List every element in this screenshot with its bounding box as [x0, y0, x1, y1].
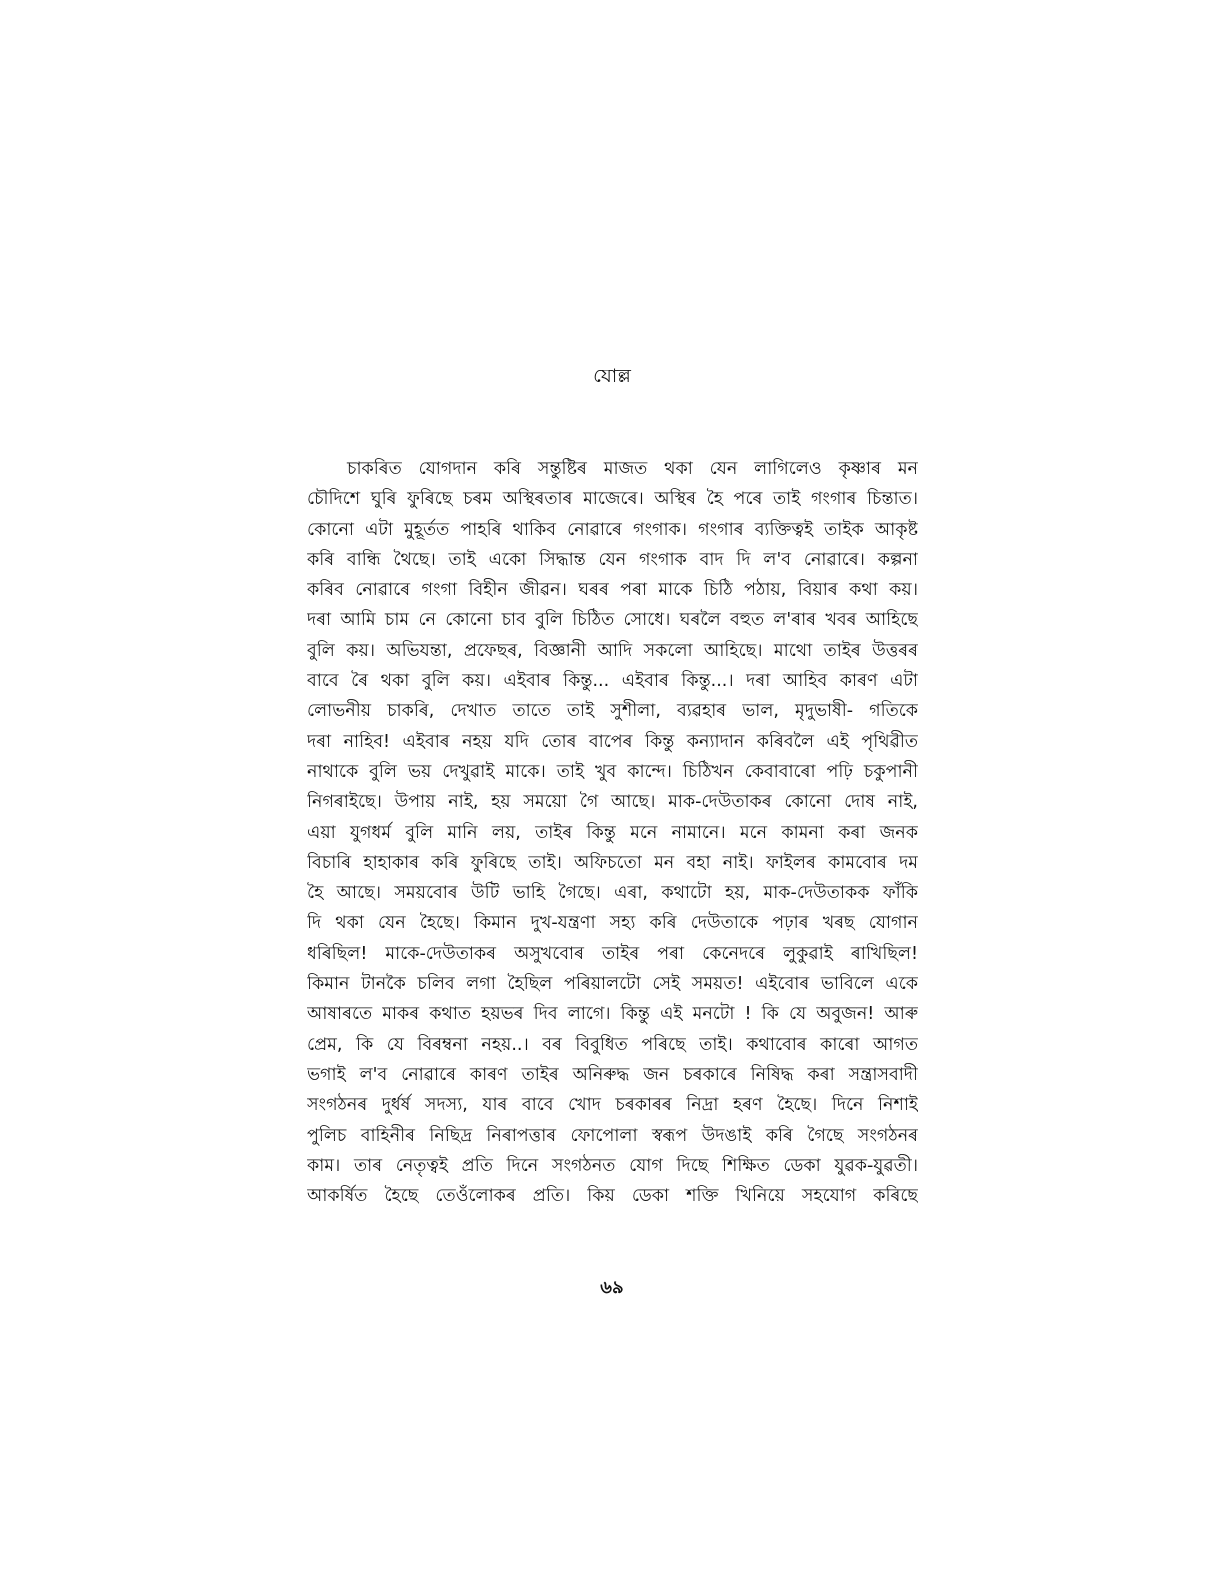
- text-line: লোভনীয় চাকৰি, দেখাত তাতে তাই সুশীলা, ব্যৱহাৰ ভাল, মৃদুভাষী- গতিকে: [307, 701, 918, 722]
- text-line: বুলি কয়। অভিযন্তা, প্ৰফেছৰ, বিজ্ঞানী আদি সকলো আহিছে। মাথো তাইৰ উত্তৰৰ: [307, 640, 918, 661]
- text-line: কোনো এটা মুহূৰ্তত পাহৰি থাকিব নোৱাৰে গংগাক। গংগাৰ ব্যক্তিত্বই তাইক আকৃষ্ট: [307, 519, 918, 540]
- text-line: আকৰ্ষিত হৈছে তেওঁলোকৰ প্ৰতি। কিয় ডেকা শক্তি খিনিয়ে সহযোগ কৰিছে: [307, 1186, 918, 1207]
- text-line: আষাৰতে মাকৰ কথাত হয়ভৰ দিব লাগে। কিন্তু এই মনটো ! কি যে অবুজন! আৰু: [307, 1004, 918, 1025]
- text-line: কৰিব নোৱাৰে গংগা বিহীন জীৱন। ঘৰৰ পৰা মাকে চিঠি পঠায়, বিয়াৰ কথা কয়।: [307, 580, 918, 601]
- page-number: ৬৯: [600, 1277, 624, 1298]
- text-line: এয়া যুগধৰ্ম বুলি মানি লয়, তাইৰ কিন্তু মনে নামানে। মনে কামনা কৰা জনক: [307, 822, 918, 843]
- text-line: বাবে ৰৈ থকা বুলি কয়। এইবাৰ কিন্তু... এইবাৰ কিন্তু...। দৰা আহিব কাৰণ এটা: [307, 671, 918, 692]
- text-line: কিমান টানকৈ চলিব লগা হৈছিল পৰিয়ালটো সেই সময়ত! এইবোৰ ভাবিলে একে: [307, 974, 918, 995]
- text-line: চাকৰিত যোগদান কৰি সন্তুষ্টিৰ মাজত থকা যেন লাগিলেও কৃষ্ণাৰ মন: [347, 459, 918, 479]
- text-line: সংগঠনৰ দুৰ্ধৰ্ষ সদস্য, যাৰ বাবে খোদ চৰকাৰৰ নিদ্ৰা হৰণ হৈছে। দিনে নিশাই: [307, 1095, 918, 1116]
- chapter-title: যোল্ল: [593, 365, 631, 387]
- text-line: ধৰিছিল! মাকে-দেউতাকৰ অসুখবোৰ তাইৰ পৰা কেনেদৰে লুকুৱাই ৰাখিছিল!: [307, 943, 918, 964]
- text-line: দৰা নাহিব! এইবাৰ নহয় যদি তোৰ বাপেৰ কিন্তু কন্যাদান কৰিবলৈ এই পৃথিৱীত: [307, 731, 918, 752]
- text-line: হৈ আছে। সময়বোৰ উটি ভাহি গৈছে। এৰা, কথাটো হয়, মাক-দেউতাকক ফাঁকি: [307, 883, 918, 904]
- body-text: [307, 454, 918, 1211]
- text-line: কাম। তাৰ নেতৃত্বই প্ৰতি দিনে সংগঠনত যোগ দিছে শিক্ষিত ডেকা যুৱক-যুৱতী।: [307, 1155, 918, 1176]
- text-line: পুলিচ বাহিনীৰ নিছিদ্ৰ নিৰাপত্তাৰ ফোপোলা স্বৰূপ উদঙাই কৰি গৈছে সংগঠনৰ: [307, 1125, 918, 1146]
- text-line: প্ৰেম, কি যে বিৰম্বনা নহয়..। বৰ বিবুধিত পৰিছে তাই। কথাবোৰ কাৰো আগত: [307, 1034, 918, 1055]
- text-line: দৰা আমি চাম নে কোনো চাব বুলি চিঠিত সোধে। ঘৰলৈ বহুত ল'ৰাৰ খবৰ আহিছে: [307, 610, 918, 631]
- text-line: নিগৰাইছে। উপায় নাই, হয় সময়ো গৈ আছে। মাক-দেউতাকৰ কোনো দোষ নাই,: [307, 792, 918, 813]
- text-line: চৌদিশে ঘুৰি ফুৰিছে চৰম অস্থিৰতাৰ মাজেৰে। অস্থিৰ হৈ পৰে তাই গংগাৰ চিন্তাত।: [307, 489, 918, 510]
- text-line: বিচাৰি হাহাকাৰ কৰি ফুৰিছে তাই। অফিচতো মন বহা নাই। ফাইলৰ কামবোৰ দম: [307, 852, 918, 873]
- text-line: ভগাই ল'ব নোৱাৰে কাৰণ তাইৰ অনিৰুদ্ধ জন চৰকাৰে নিষিদ্ধ কৰা সন্ত্ৰাসবাদী: [307, 1064, 918, 1085]
- text-line: দি থকা যেন হৈছে। কিমান দুখ-যন্ত্ৰণা সহ্য কৰি দেউতাকে পঢ়াৰ খৰছ যোগান: [307, 913, 918, 934]
- text-line: কৰি বান্ধি থৈছে। তাই একো সিদ্ধান্ত যেন গংগাক বাদ দি ল'ব নোৱাৰে। কল্পনা: [307, 549, 918, 570]
- text-line: নাথাকে বুলি ভয় দেখুৱাই মাকে। তাই খুব কান্দে। চিঠিখন কেবাবাৰো পঢ়ি চকুপানী: [307, 761, 918, 782]
